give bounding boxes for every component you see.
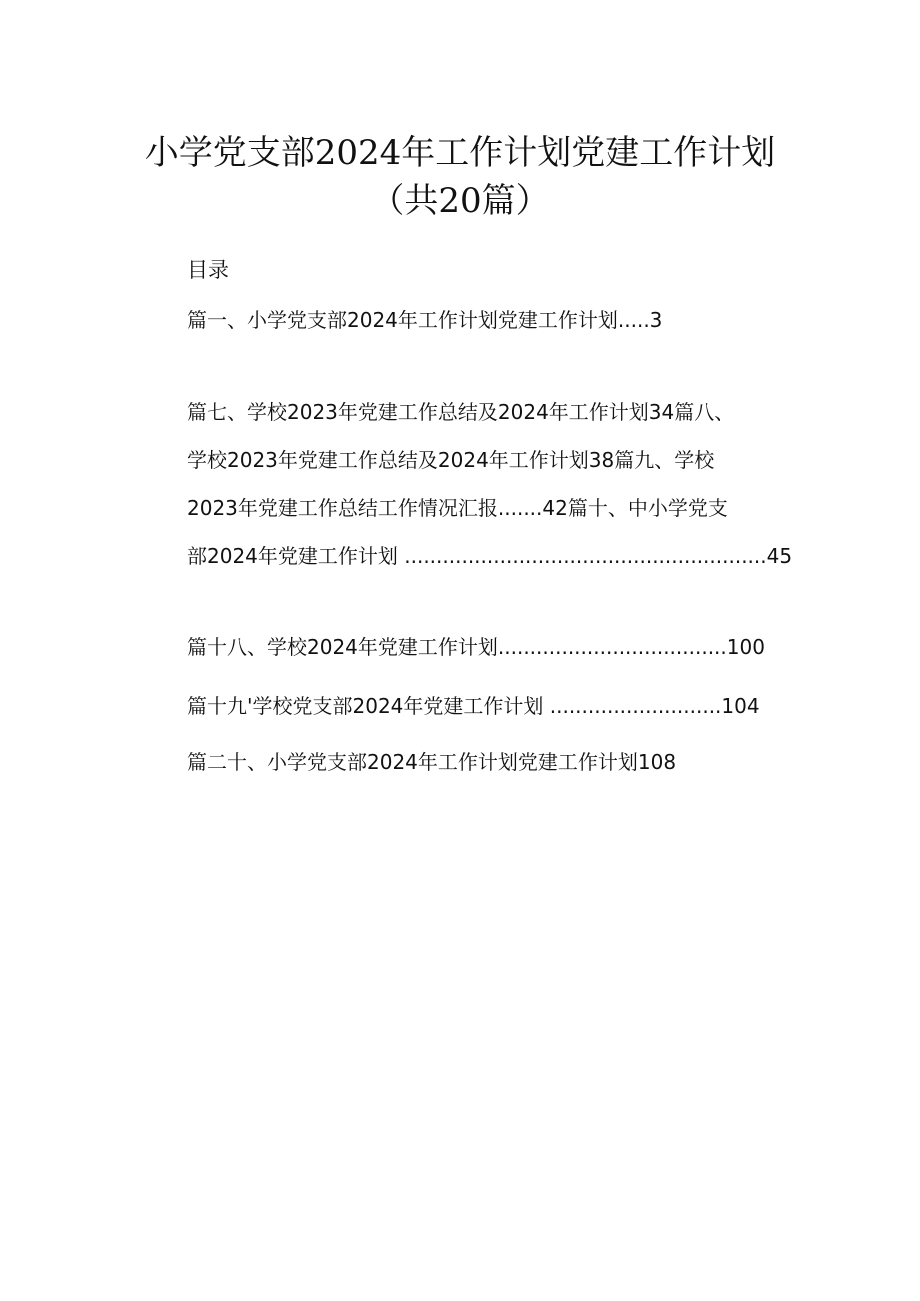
toc-wrapped-line: 2023年党建工作总结工作情况汇报.......42篇十、中小学党支: [187, 496, 728, 520]
toc-wrapped-line: 部2024年党建工作计划 .........................................................45: [187, 544, 793, 568]
toc-entry: 篇二十、小学党支部2024年工作计划党建工作计划108: [187, 750, 677, 774]
document-title: 小学党支部2024年工作计划党建工作计划: [144, 133, 776, 173]
toc-entry: 篇十八、学校2024年党建工作计划....................................100: [187, 635, 765, 659]
toc-entry: 篇十九'学校党支部2024年党建工作计划 ...........................104: [187, 694, 760, 718]
toc-wrapped-line: 篇七、学校2023年党建工作总结及2024年工作计划34篇八、: [187, 400, 735, 424]
document-subtitle-count: （共20篇）: [370, 181, 550, 221]
toc-wrapped-block: [187, 398, 793, 590]
toc-entry: 篇一、小学党支部2024年工作计划党建工作计划.....3: [187, 308, 663, 332]
toc-wrapped-line: 学校2023年党建工作总结及2024年工作计划38篇九、学校: [187, 448, 715, 472]
toc-heading: 目录: [187, 258, 229, 282]
